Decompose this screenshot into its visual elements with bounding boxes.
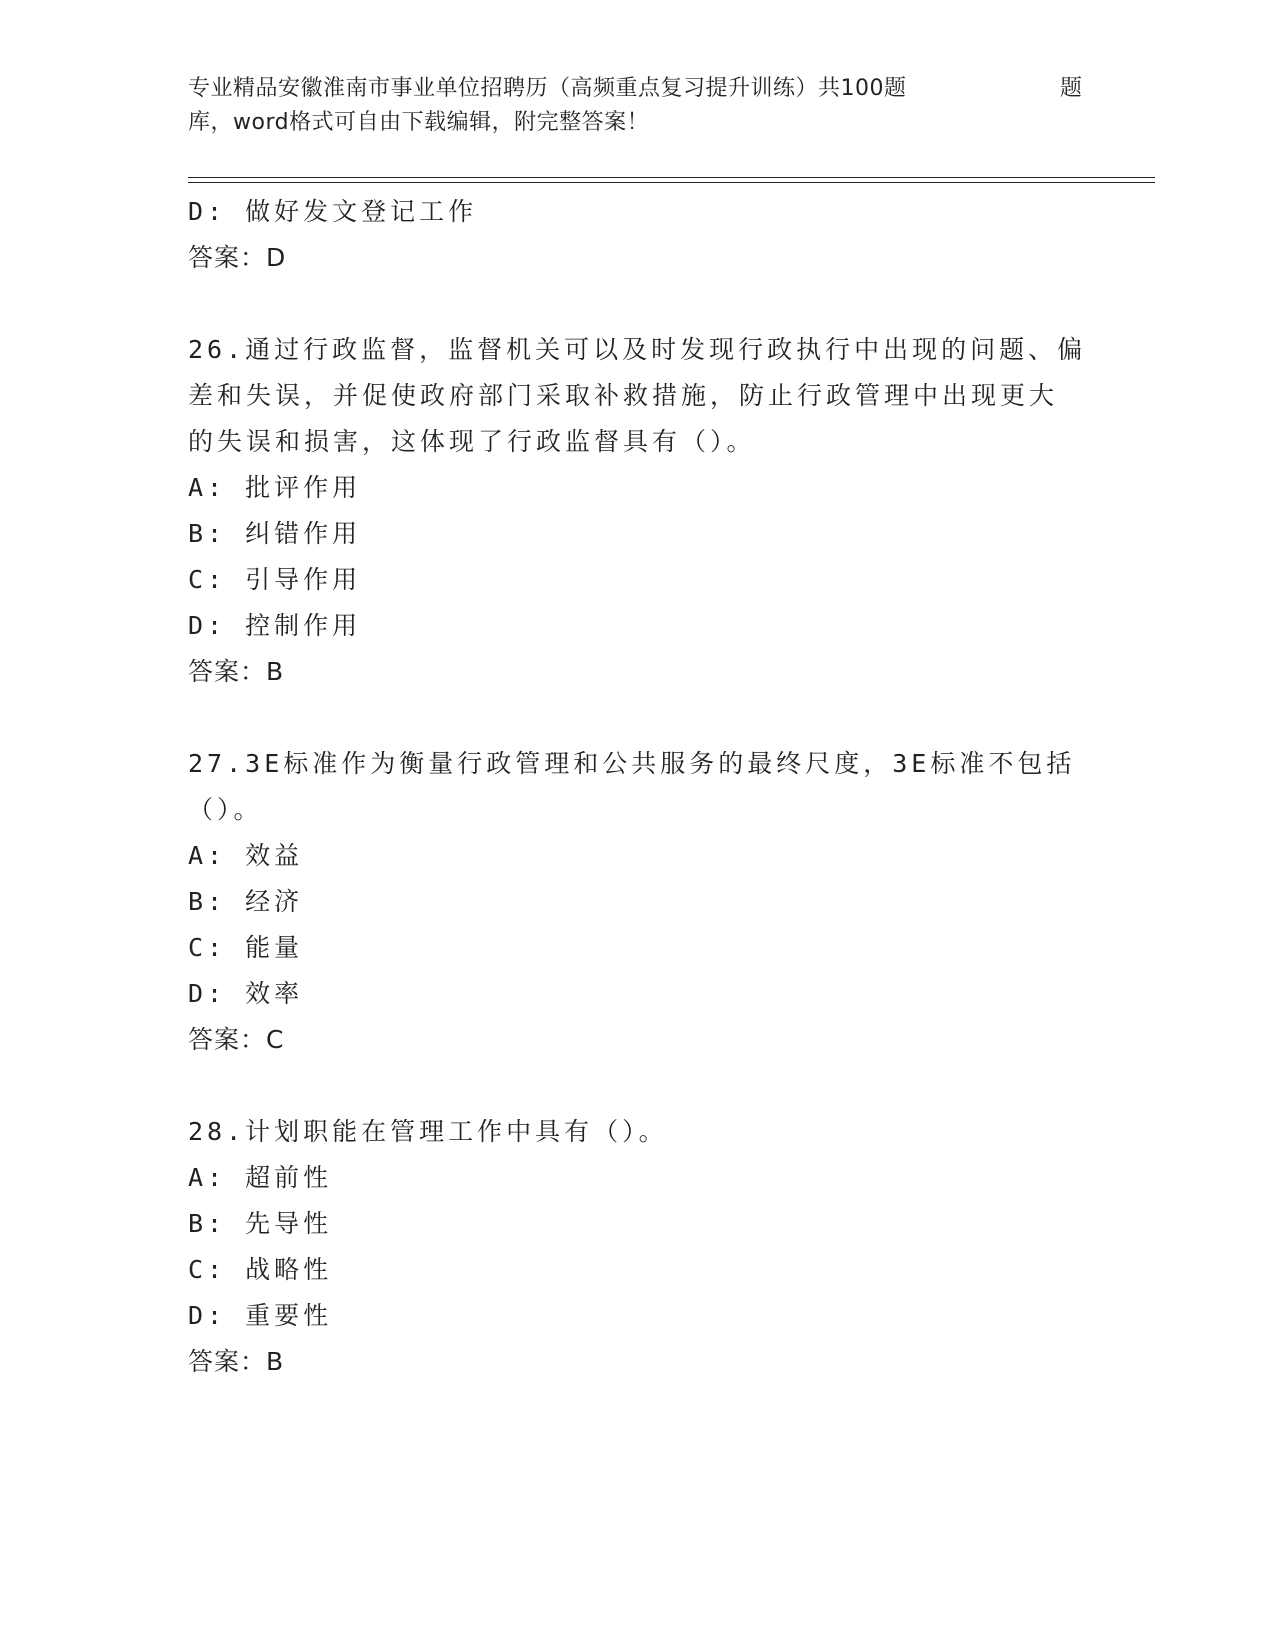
question-text-line: 28.计划职能在管理工作中具有（）。 [188,1117,668,1146]
header-title: 专业精品安徽淮南市事业单位招聘历（高频重点复习提升训练）共100题 [188,76,907,101]
answer-line: 答案：B [188,657,285,686]
previous-question-tail [188,189,1088,281]
question-text-line: 27.3E标准作为衡量行政管理和公共服务的最终尺度，3E标准不包括 [188,749,1076,778]
answer-line: 答案：C [188,1025,285,1054]
question-text-line: 的失误和损害，这体现了行政监督具有（）。 [188,427,756,456]
option-a: A: 批评作用 [188,473,362,502]
option-b: B: 纠错作用 [188,519,362,548]
question-text-line: （）。 [188,795,263,824]
option-d: D: 重要性 [188,1301,333,1330]
question-text-line: 差和失误，并促使政府部门采取补救措施，防止行政管理中出现更大 [188,381,1059,410]
spacer [188,695,1088,741]
option-b: B: 经济 [188,887,304,916]
document-header [188,72,1088,140]
question-26 [188,327,1088,695]
spacer [188,1063,1088,1109]
option-c: C: 战略性 [188,1255,333,1284]
option-d: D: 控制作用 [188,611,362,640]
option-a: A: 超前性 [188,1163,333,1192]
header-divider-bottom [188,182,1155,183]
question-28 [188,1109,1088,1385]
header-divider-top [188,177,1155,178]
answer-line: 答案：D [188,243,287,272]
option-c: C: 引导作用 [188,565,362,594]
header-title-tail: 题 [1060,76,1083,101]
option-d: D: 做好发文登记工作 [188,197,478,226]
question-27 [188,741,1088,1063]
option-a: A: 效益 [188,841,304,870]
spacer [188,281,1088,327]
option-d: D: 效率 [188,979,304,1008]
header-line-1 [188,72,1088,106]
question-text-line: 26.通过行政监督，监督机关可以及时发现行政执行中出现的问题、偏 [188,335,1087,364]
header-line-2: 库，word格式可自由下载编辑，附完整答案！ [188,110,650,135]
answer-line: 答案：B [188,1347,285,1376]
option-c: C: 能量 [188,933,304,962]
document-body [188,189,1088,1385]
option-b: B: 先导性 [188,1209,333,1238]
